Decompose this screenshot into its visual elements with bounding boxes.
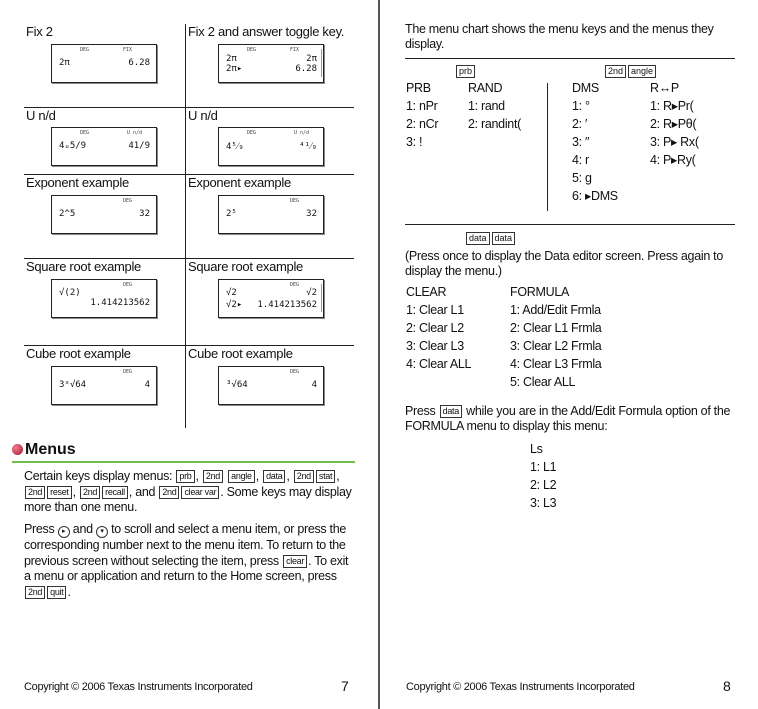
example-label: Exponent example — [188, 175, 291, 190]
calculator-screen: DEG 3ˣ√64 4 — [51, 366, 157, 405]
menu-heading: DMS — [572, 81, 599, 95]
calculator-screen: DEG U n/d 4ᵤ5/9 41/9 — [51, 127, 157, 166]
menu-item: 4: Clear L3 Frmla — [510, 357, 602, 371]
example-label: Exponent example — [26, 175, 129, 190]
screen-input: 4ᵤ5/9 — [59, 141, 87, 151]
menu-heading: PRB — [406, 81, 431, 95]
2nd-key: 2nd — [294, 470, 314, 483]
example-label: U n/d — [26, 108, 56, 123]
table-cell — [186, 108, 354, 174]
screen-input: 2⁵ — [226, 209, 237, 219]
menu-heading: CLEAR — [406, 285, 447, 299]
menu-item: 2: Clear L2 — [406, 321, 464, 335]
menu-item: 1: Add/Edit Frmla — [510, 303, 601, 317]
section-heading — [12, 441, 355, 463]
menu-item: 1: rand — [468, 99, 505, 113]
menu-heading: R↔P — [650, 81, 679, 95]
menu-item: 3: L3 — [530, 496, 557, 510]
menu-item: 1: ° — [572, 99, 590, 113]
footer-copyright: Copyright © 2006 Texas Instruments Incorporated — [24, 681, 253, 693]
menu-item: 5: Clear ALL — [510, 375, 576, 389]
clear-menu — [406, 283, 471, 373]
page-divider — [378, 0, 380, 709]
screen-output: 32 — [306, 209, 317, 219]
screen-input: 2π — [226, 54, 237, 64]
page-number: 8 — [723, 678, 731, 694]
table-cell — [24, 259, 185, 345]
2nd-key: 2nd — [25, 586, 45, 599]
2nd-key: 2nd — [80, 486, 100, 499]
rp-menu — [650, 79, 699, 169]
recall-key: recall — [102, 486, 128, 499]
screen-scrollbar — [321, 284, 322, 312]
menu-item: 2: nCr — [406, 117, 439, 131]
scroll-paragraph: Press ▸ and ▾ to scroll and select a menu item, or press the corresponding number next to the menu item. To return to the previous screen without selecting the item, press clear . To exit a menu or application and return to the Home screen, press 2nd quit . — [24, 522, 349, 599]
prb-key: prb — [176, 470, 194, 483]
2nd-key: 2nd — [605, 65, 626, 78]
press-data-text: Press data while you are in the Add/Edit Formula option of the FORMULA menu to display this menu: — [405, 404, 731, 433]
example-label: U n/d — [188, 108, 218, 123]
calculator-screen: DEG √2 √2 √2▸ 1.414213562 — [218, 279, 324, 318]
angle-key: angle — [628, 65, 656, 78]
menu-item: 1: nPr — [406, 99, 438, 113]
screen-output: √2 — [306, 288, 317, 298]
screen-output: 41/9 — [128, 141, 150, 151]
menu-item: 4: Clear ALL — [406, 357, 472, 371]
clear-key: clear — [283, 555, 307, 568]
page-number: 7 — [341, 678, 349, 694]
bullet-icon — [12, 444, 23, 455]
menu-item: 5: g — [572, 171, 592, 185]
data-note: (Press once to display the Data editor screen. Press again to display the menu.) — [405, 249, 723, 278]
divider-line — [405, 58, 735, 59]
menu-item: 3: Clear L2 Frmla — [510, 339, 602, 353]
screen-input: 3ˣ√64 — [59, 380, 87, 390]
ls-menu — [530, 440, 556, 512]
menu-item: 2: randint( — [468, 117, 521, 131]
table-cell — [186, 175, 354, 258]
menu-item: 2: L2 — [530, 478, 557, 492]
calculator-screen: DEG ³√64 4 — [218, 366, 324, 405]
calculator-screen: DEG U n/d 4⁵⁄₉ ⁴¹⁄₉ — [218, 127, 324, 166]
clear-var-key: clear var — [181, 486, 219, 499]
menu-item: 1: Clear L1 — [406, 303, 464, 317]
menu-heading: FORMULA — [510, 285, 570, 299]
prb-menu — [406, 79, 438, 151]
table-cell — [24, 24, 185, 107]
rand-menu — [468, 79, 521, 133]
data-key: data — [492, 232, 516, 245]
screen-input: ³√64 — [226, 380, 248, 390]
table-cell — [186, 259, 354, 345]
screen-output: 6.28 — [295, 64, 317, 74]
table-cell — [24, 108, 185, 174]
example-label: Fix 2 — [26, 24, 53, 39]
2nd-key: 2nd — [159, 486, 179, 499]
menu-item: 2: R▸Pθ( — [650, 117, 697, 131]
menu-item: 4: P▸Ry( — [650, 153, 696, 167]
menus-paragraph: Certain keys display menus: prb , 2nd angle , data , 2nd stat , 2nd reset , 2nd recall , and 2nd clear var . Some keys may display more than one menu. — [24, 469, 352, 514]
calculator-screen: DEG FIX 2π 6.28 — [51, 44, 157, 83]
menu-item: 3: P▸ Rx( — [650, 135, 699, 149]
menu-item: 2: Clear L1 Frmla — [510, 321, 602, 335]
example-label: Cube root example — [188, 346, 293, 361]
table-cell — [24, 346, 185, 428]
screen-output: ⁴¹⁄₉ — [299, 142, 317, 152]
menu-heading: Ls — [530, 442, 543, 456]
divider-line — [405, 224, 735, 225]
data-key: data — [440, 405, 462, 418]
intro-text: The menu chart shows the menu keys and the menus they display. — [405, 22, 714, 51]
dms-menu — [572, 79, 618, 205]
menu-item: 4: r — [572, 153, 589, 167]
column-divider — [547, 83, 548, 211]
example-label: Square root example — [188, 259, 303, 274]
example-label: Fix 2 and answer toggle key. — [188, 24, 345, 39]
screen-input: √2▸ — [226, 300, 243, 310]
right-arrow-key-icon: ▸ — [58, 526, 70, 538]
footer-copyright: Copyright © 2006 Texas Instruments Incorporated — [406, 681, 635, 693]
screen-output: 1.414213562 — [90, 298, 150, 308]
menu-item: 3: Clear L3 — [406, 339, 464, 353]
table-cell — [186, 346, 354, 428]
screen-output: 2π — [306, 54, 317, 64]
screen-output: 6.28 — [128, 58, 150, 68]
screen-input: 4⁵⁄₉ — [226, 142, 244, 152]
example-label: Square root example — [26, 259, 141, 274]
2nd-key: 2nd — [25, 486, 45, 499]
reset-key: reset — [47, 486, 72, 499]
calculator-screen: DEG 2⁵ 32 — [218, 195, 324, 234]
quit-key: quit — [47, 586, 66, 599]
table-row — [24, 24, 354, 108]
screen-output: 32 — [139, 209, 150, 219]
calculator-screen: DEG √(2) 1.414213562 — [51, 279, 157, 318]
menu-item: 2: ′ — [572, 117, 588, 131]
menu-item: 1: R▸Pr( — [650, 99, 694, 113]
screen-output: 4 — [144, 380, 150, 390]
section-title: Menus — [25, 441, 76, 458]
menu-item: 3: ″ — [572, 135, 590, 149]
angle-key: angle — [228, 470, 255, 483]
formula-menu — [510, 283, 601, 391]
screen-output: 1.414213562 — [257, 300, 317, 310]
screen-input: √2 — [226, 288, 237, 298]
screen-output: 4 — [311, 380, 317, 390]
menu-item: 1: L1 — [530, 460, 557, 474]
table-cell — [186, 24, 354, 107]
example-label: Cube root example — [26, 346, 131, 361]
screen-input: 2π — [59, 58, 70, 68]
data-key: data — [263, 470, 285, 483]
menu-heading: RAND — [468, 81, 503, 95]
menu-item: 3: ! — [406, 135, 423, 149]
screen-input: 2π▸ — [226, 64, 243, 74]
screen-scrollbar — [321, 49, 322, 77]
calculator-screen: DEG FIX 2π 2π 2π▸ 6.28 — [218, 44, 324, 83]
screen-input: 2^5 — [59, 209, 76, 219]
table-row — [24, 108, 354, 175]
menu-item: 6: ▸DMS — [572, 189, 618, 203]
screen-input: √(2) — [59, 288, 81, 298]
table-cell — [24, 175, 185, 258]
2nd-key: 2nd — [203, 470, 223, 483]
table-row — [24, 175, 354, 259]
data-key: data — [466, 232, 490, 245]
table-row — [24, 346, 354, 428]
prb-key: prb — [456, 65, 475, 78]
table-row — [24, 259, 354, 346]
down-arrow-key-icon: ▾ — [96, 526, 108, 538]
calculator-screen: DEG 2^5 32 — [51, 195, 157, 234]
stat-key: stat — [316, 470, 335, 483]
